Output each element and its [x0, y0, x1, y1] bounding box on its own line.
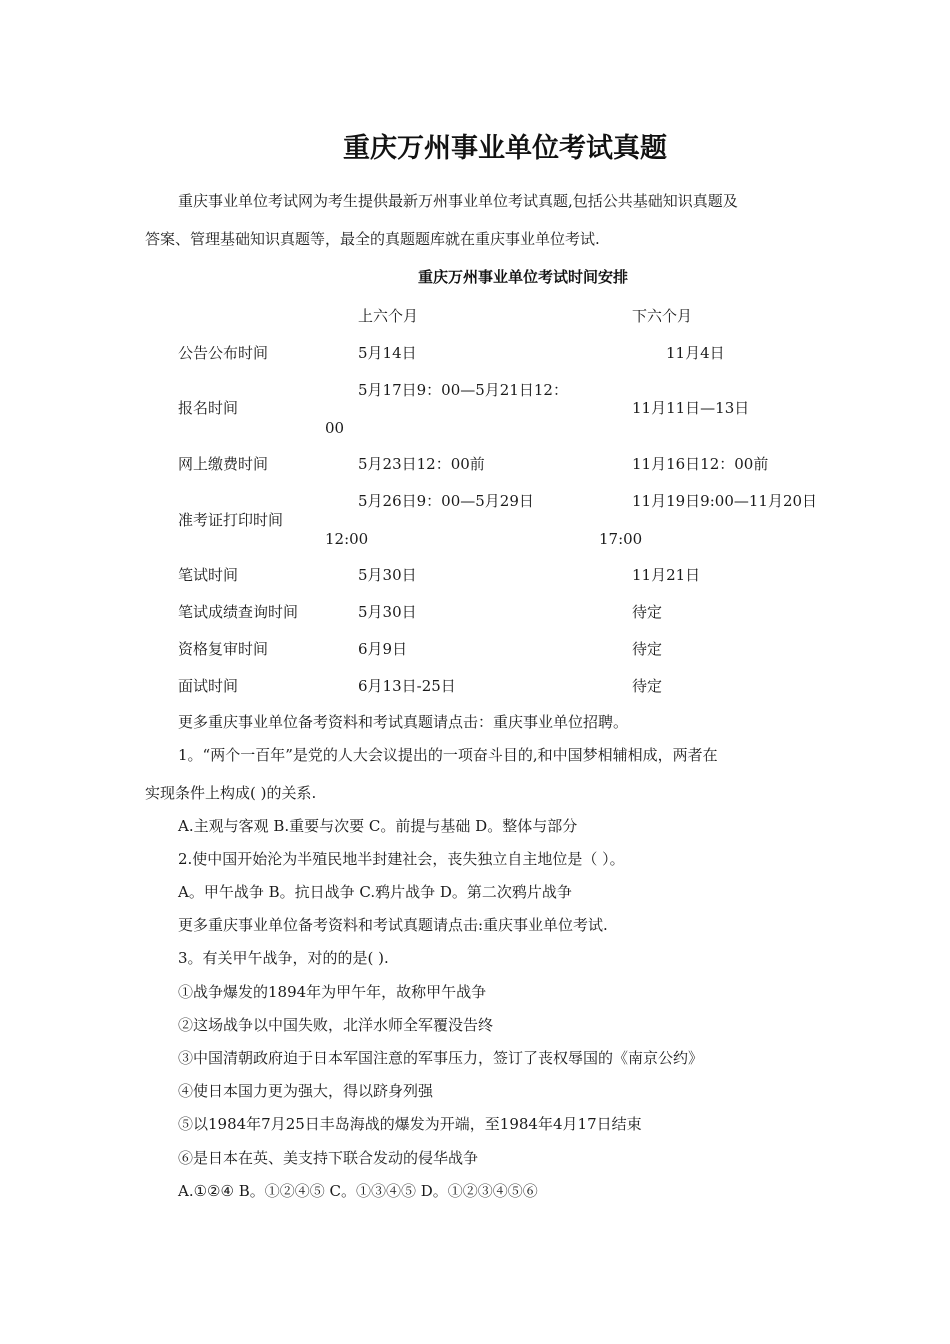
schedule-row-label: 笔试时间	[178, 566, 239, 584]
question-1-line-2: 实现条件上构成( )的关系.	[145, 784, 317, 802]
schedule-header-first: 上六个月	[358, 307, 419, 325]
schedule-row-first: 6月13日-25日	[358, 677, 456, 695]
page-title: 重庆万州事业单位考试真题	[343, 133, 667, 164]
question-3-options: A.①②④ B。①②④⑤ C。①③④⑤ D。①②③④⑤⑥	[178, 1182, 538, 1200]
schedule-row-first: 5月30日	[358, 566, 417, 584]
question-2-options: A。甲午战争 B。抗日战争 C.鸦片战争 D。第二次鸦片战争	[178, 883, 572, 901]
more-resources-link[interactable]: 更多重庆事业单位备考资料和考试真题请点击：重庆事业单位招聘。	[178, 713, 629, 731]
schedule-row-second: 11月11日—13日	[632, 399, 750, 417]
schedule-row-first: 5月26日9：00—5月29日	[358, 492, 534, 510]
question-3-item: ⑥是日本在英、美支持下联合发动的侵华战争	[178, 1149, 479, 1167]
schedule-row-label: 公告公布时间	[178, 344, 269, 362]
question-3-item: ③中国清朝政府迫于日本军国注意的军事压力，签订了丧权辱国的《南京公约》	[178, 1049, 704, 1067]
schedule-row-second-cont: 17:00	[599, 530, 643, 548]
question-1-options: A.主观与客观 B.重要与次要 C。前提与基础 D。整体与部分	[178, 817, 578, 835]
schedule-row-second: 待定	[632, 603, 663, 621]
schedule-row-first: 5月23日12：00前	[358, 455, 485, 473]
schedule-row-second: 11月19日9:00—11月20日	[632, 492, 818, 510]
schedule-row-second: 待定	[632, 677, 663, 695]
schedule-row-first: 6月9日	[358, 640, 408, 658]
question-3-item: ②这场战争以中国失败，北洋水师全军覆没告终	[178, 1016, 494, 1034]
question-3-item: ④使日本国力更为强大，得以跻身列强	[178, 1082, 434, 1100]
question-3-item: ①战争爆发的1894年为甲午年，故称甲午战争	[178, 983, 487, 1001]
intro-line-2: 答案、管理基础知识真题等，最全的真题题库就在重庆事业单位考试.	[145, 230, 600, 248]
question-3-stem: 3。有关甲午战争，对的的是( ).	[178, 949, 389, 967]
schedule-row-first: 5月14日	[358, 344, 417, 362]
schedule-row-label: 资格复审时间	[178, 640, 269, 658]
schedule-title: 重庆万州事业单位考试时间安排	[417, 268, 628, 286]
schedule-row-second: 11月16日12：00前	[632, 455, 769, 473]
schedule-row-first: 5月30日	[358, 603, 417, 621]
schedule-row-second: 待定	[632, 640, 663, 658]
schedule-row-second: 11月4日	[666, 344, 725, 362]
schedule-row-label: 笔试成绩查询时间	[178, 603, 299, 621]
schedule-row-label: 网上缴费时间	[178, 455, 269, 473]
more-resources-link[interactable]: 更多重庆事业单位备考资料和考试真题请点击:重庆事业单位考试.	[178, 916, 608, 934]
schedule-row-label: 准考证打印时间	[178, 511, 284, 529]
schedule-row-label: 报名时间	[178, 399, 239, 417]
schedule-row-label: 面试时间	[178, 677, 239, 695]
question-2-stem: 2.使中国开始沦为半殖民地半封建社会，丧失独立自主地位是（ ）。	[178, 850, 625, 868]
schedule-row-first: 5月17日9：00—5月21日12：	[358, 381, 568, 399]
schedule-header-second: 下六个月	[632, 307, 693, 325]
schedule-row-first-cont: 12:00	[325, 530, 369, 548]
intro-line-1: 重庆事业单位考试网为考生提供最新万州事业单位考试真题,包括公共基础知识真题及	[178, 192, 738, 210]
question-1-line-1: 1。“两个一百年”是党的人大会议提出的一项奋斗目的,和中国梦相辅相成，两者在	[178, 746, 718, 764]
question-3-item: ⑤以1984年7月25日丰岛海战的爆发为开端，至1984年4月17日结束	[178, 1115, 642, 1133]
schedule-row-first-cont: 00	[325, 419, 345, 437]
schedule-row-second: 11月21日	[632, 566, 701, 584]
